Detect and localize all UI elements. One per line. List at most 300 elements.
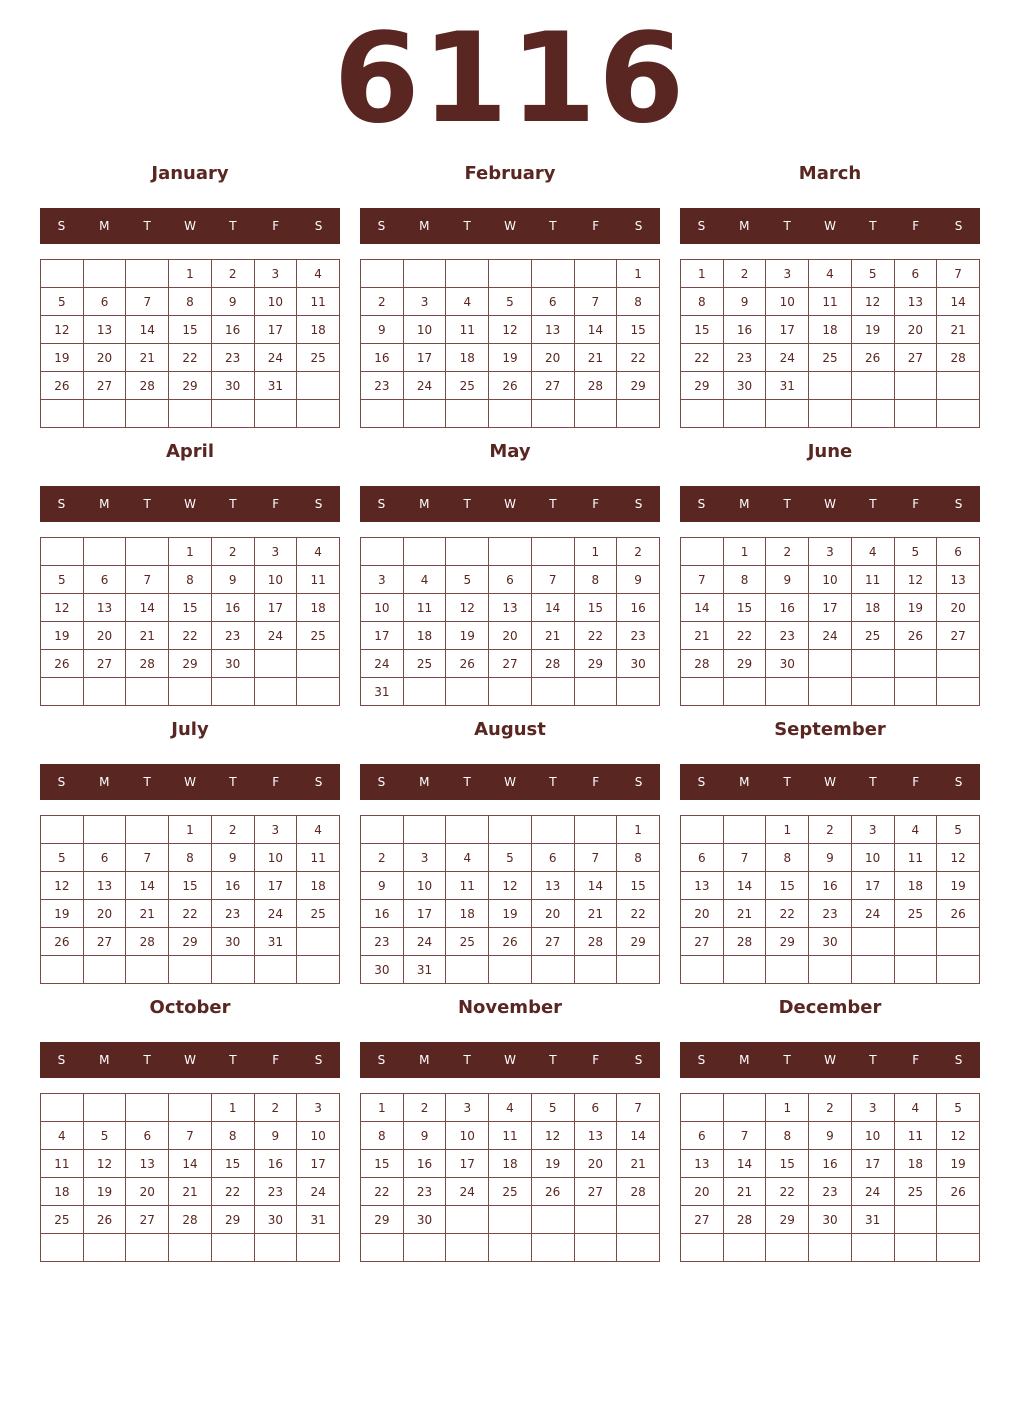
day-cell: 4 xyxy=(446,288,489,316)
day-cell: 13 xyxy=(681,872,724,900)
month-name: April xyxy=(165,441,215,462)
day-cell: 16 xyxy=(211,872,254,900)
day-cell: 6 xyxy=(531,844,574,872)
day-cell: 9 xyxy=(211,288,254,316)
day-cell xyxy=(297,956,340,984)
day-cell: 26 xyxy=(894,622,937,650)
weekday-label: T xyxy=(463,775,471,789)
weekday-label: S xyxy=(954,775,963,789)
day-cell xyxy=(297,1234,340,1262)
day-cell: 5 xyxy=(41,288,84,316)
day-cell: 28 xyxy=(723,928,766,956)
week-row xyxy=(361,872,660,900)
weekday-label: T xyxy=(549,775,557,789)
week-row xyxy=(681,260,980,288)
weekday-label: W xyxy=(504,1053,516,1067)
day-cell: 20 xyxy=(574,1150,617,1178)
day-cell: 31 xyxy=(254,372,297,400)
week-row xyxy=(41,622,340,650)
day-cell: 11 xyxy=(403,594,446,622)
week-row xyxy=(681,316,980,344)
week-row xyxy=(681,1122,980,1150)
day-cell: 23 xyxy=(809,900,852,928)
day-cell: 25 xyxy=(297,900,340,928)
day-cell: 3 xyxy=(403,288,446,316)
day-cell xyxy=(83,260,126,288)
day-cell: 25 xyxy=(403,650,446,678)
day-cell xyxy=(169,1094,212,1122)
day-cell xyxy=(809,372,852,400)
day-cell xyxy=(894,1234,937,1262)
week-row xyxy=(361,678,660,706)
day-cell: 30 xyxy=(723,372,766,400)
day-cell: 28 xyxy=(126,372,169,400)
day-cell: 4 xyxy=(297,260,340,288)
weekday-header xyxy=(360,208,660,244)
day-grid xyxy=(360,259,660,428)
week-row xyxy=(41,900,340,928)
day-cell xyxy=(446,260,489,288)
day-cell xyxy=(851,650,894,678)
day-cell: 12 xyxy=(41,594,84,622)
day-grid xyxy=(680,537,980,706)
day-cell xyxy=(403,400,446,428)
week-row xyxy=(361,288,660,316)
week-row xyxy=(681,1206,980,1234)
day-cell: 29 xyxy=(169,650,212,678)
day-cell: 18 xyxy=(41,1178,84,1206)
day-cell: 1 xyxy=(169,260,212,288)
day-cell: 18 xyxy=(894,1150,937,1178)
day-cell xyxy=(83,816,126,844)
day-cell: 9 xyxy=(211,844,254,872)
day-cell: 14 xyxy=(126,872,169,900)
day-cell: 8 xyxy=(169,288,212,316)
day-cell: 9 xyxy=(361,316,404,344)
day-cell: 25 xyxy=(851,622,894,650)
day-cell: 31 xyxy=(297,1206,340,1234)
day-cell: 4 xyxy=(446,844,489,872)
day-cell: 1 xyxy=(169,816,212,844)
week-row xyxy=(41,260,340,288)
day-cell: 27 xyxy=(83,928,126,956)
day-cell: 2 xyxy=(211,260,254,288)
day-cell: 5 xyxy=(489,288,532,316)
week-row xyxy=(361,594,660,622)
day-cell: 20 xyxy=(681,900,724,928)
day-cell: 28 xyxy=(126,650,169,678)
day-cell: 30 xyxy=(617,650,660,678)
day-cell xyxy=(403,538,446,566)
week-row xyxy=(41,400,340,428)
day-cell: 18 xyxy=(894,872,937,900)
day-cell: 28 xyxy=(574,372,617,400)
day-cell: 24 xyxy=(254,344,297,372)
day-cell: 27 xyxy=(489,650,532,678)
day-cell: 20 xyxy=(83,344,126,372)
day-cell xyxy=(531,678,574,706)
day-cell: 26 xyxy=(83,1206,126,1234)
weekday-label: T xyxy=(463,1053,471,1067)
day-cell xyxy=(169,1234,212,1262)
weekday-label: F xyxy=(272,219,280,233)
day-cell: 21 xyxy=(126,622,169,650)
day-cell: 2 xyxy=(617,538,660,566)
week-row xyxy=(361,1122,660,1150)
day-cell: 7 xyxy=(617,1094,660,1122)
day-cell: 12 xyxy=(489,872,532,900)
week-row xyxy=(681,650,980,678)
day-cell xyxy=(254,650,297,678)
day-cell xyxy=(723,400,766,428)
day-cell xyxy=(169,400,212,428)
day-cell: 20 xyxy=(126,1178,169,1206)
day-cell xyxy=(489,400,532,428)
day-cell: 9 xyxy=(254,1122,297,1150)
day-cell: 1 xyxy=(681,260,724,288)
week-row xyxy=(681,678,980,706)
day-cell: 31 xyxy=(403,956,446,984)
day-cell: 28 xyxy=(617,1178,660,1206)
weekday-label: W xyxy=(824,219,836,233)
weekday-label: S xyxy=(634,1053,643,1067)
day-cell: 27 xyxy=(681,928,724,956)
day-cell xyxy=(681,1094,724,1122)
day-cell: 16 xyxy=(361,900,404,928)
day-cell: 24 xyxy=(403,372,446,400)
week-row xyxy=(41,566,340,594)
day-cell: 15 xyxy=(617,872,660,900)
day-cell xyxy=(617,1234,660,1262)
day-cell: 24 xyxy=(809,622,852,650)
day-cell: 22 xyxy=(766,900,809,928)
day-grid xyxy=(680,815,980,984)
week-row xyxy=(41,956,340,984)
day-cell: 11 xyxy=(41,1150,84,1178)
week-row xyxy=(681,372,980,400)
week-row xyxy=(41,678,340,706)
month-name: February xyxy=(464,163,556,184)
day-cell: 22 xyxy=(723,622,766,650)
week-row xyxy=(681,344,980,372)
day-cell: 5 xyxy=(937,1094,980,1122)
day-cell: 9 xyxy=(211,566,254,594)
day-cell: 8 xyxy=(574,566,617,594)
week-row xyxy=(361,538,660,566)
day-cell: 16 xyxy=(403,1150,446,1178)
day-cell: 26 xyxy=(937,1178,980,1206)
weekday-label: W xyxy=(184,1053,196,1067)
day-cell: 29 xyxy=(617,372,660,400)
day-cell: 17 xyxy=(403,900,446,928)
day-cell: 11 xyxy=(297,288,340,316)
week-row xyxy=(41,316,340,344)
day-cell: 16 xyxy=(254,1150,297,1178)
day-cell xyxy=(574,816,617,844)
weekday-header xyxy=(40,208,340,244)
day-cell: 18 xyxy=(446,900,489,928)
day-cell: 21 xyxy=(937,316,980,344)
day-cell xyxy=(937,650,980,678)
weekday-label: S xyxy=(57,775,66,789)
day-cell xyxy=(126,678,169,706)
day-cell: 29 xyxy=(766,928,809,956)
day-cell: 11 xyxy=(297,566,340,594)
day-cell: 9 xyxy=(617,566,660,594)
day-cell: 10 xyxy=(403,872,446,900)
day-cell: 22 xyxy=(574,622,617,650)
day-cell: 8 xyxy=(211,1122,254,1150)
day-cell xyxy=(809,650,852,678)
weekday-label: F xyxy=(272,497,280,511)
day-cell: 21 xyxy=(126,900,169,928)
day-cell xyxy=(851,372,894,400)
weekday-label: S xyxy=(314,1053,323,1067)
day-cell: 14 xyxy=(574,872,617,900)
day-cell: 24 xyxy=(297,1178,340,1206)
day-cell: 3 xyxy=(851,1094,894,1122)
week-row xyxy=(681,288,980,316)
day-cell: 26 xyxy=(851,344,894,372)
day-cell: 7 xyxy=(723,1122,766,1150)
day-cell: 8 xyxy=(169,844,212,872)
day-grid xyxy=(40,815,340,984)
day-cell: 26 xyxy=(41,372,84,400)
weekday-header xyxy=(360,764,660,800)
day-cell: 2 xyxy=(723,260,766,288)
day-cell: 10 xyxy=(766,288,809,316)
day-cell xyxy=(489,1234,532,1262)
day-cell: 29 xyxy=(361,1206,404,1234)
day-cell: 29 xyxy=(169,372,212,400)
weekday-label: S xyxy=(954,1053,963,1067)
day-cell: 4 xyxy=(297,538,340,566)
day-cell: 29 xyxy=(681,372,724,400)
day-cell: 7 xyxy=(126,566,169,594)
day-cell xyxy=(681,1234,724,1262)
day-cell: 17 xyxy=(851,1150,894,1178)
day-cell xyxy=(894,1206,937,1234)
day-cell: 27 xyxy=(574,1178,617,1206)
day-cell xyxy=(937,956,980,984)
weekday-label: F xyxy=(592,497,600,511)
weekday-label: M xyxy=(99,497,110,511)
week-row xyxy=(681,872,980,900)
day-cell: 24 xyxy=(851,900,894,928)
week-row xyxy=(41,538,340,566)
day-cell: 14 xyxy=(126,316,169,344)
day-cell: 18 xyxy=(446,344,489,372)
week-row xyxy=(361,344,660,372)
weekday-label: S xyxy=(57,219,66,233)
day-cell: 7 xyxy=(126,288,169,316)
weekday-label: M xyxy=(419,497,430,511)
weekday-label: W xyxy=(184,219,196,233)
day-cell xyxy=(83,1094,126,1122)
day-cell: 2 xyxy=(361,844,404,872)
day-cell: 16 xyxy=(809,1150,852,1178)
day-cell: 12 xyxy=(937,1122,980,1150)
day-cell: 22 xyxy=(681,344,724,372)
weekday-label: T xyxy=(229,497,237,511)
weekday-label: S xyxy=(377,775,386,789)
day-cell: 8 xyxy=(361,1122,404,1150)
day-cell: 16 xyxy=(809,872,852,900)
day-cell: 1 xyxy=(169,538,212,566)
weekday-label: S xyxy=(954,497,963,511)
day-cell: 21 xyxy=(126,344,169,372)
day-cell xyxy=(766,956,809,984)
day-cell xyxy=(41,1234,84,1262)
day-cell xyxy=(766,400,809,428)
day-cell xyxy=(361,400,404,428)
day-cell xyxy=(297,650,340,678)
day-cell: 24 xyxy=(254,622,297,650)
day-cell: 16 xyxy=(723,316,766,344)
day-cell: 13 xyxy=(894,288,937,316)
day-cell: 25 xyxy=(446,928,489,956)
month-name: June xyxy=(807,441,853,462)
day-cell: 15 xyxy=(361,1150,404,1178)
day-cell: 31 xyxy=(851,1206,894,1234)
day-cell: 11 xyxy=(894,1122,937,1150)
day-cell: 4 xyxy=(297,816,340,844)
day-cell: 15 xyxy=(617,316,660,344)
week-row xyxy=(361,816,660,844)
day-cell xyxy=(681,400,724,428)
day-cell xyxy=(41,956,84,984)
day-cell xyxy=(41,538,84,566)
week-row xyxy=(361,316,660,344)
day-cell: 12 xyxy=(531,1122,574,1150)
day-cell: 30 xyxy=(211,928,254,956)
day-cell: 23 xyxy=(211,344,254,372)
day-cell: 7 xyxy=(681,566,724,594)
weekday-label: T xyxy=(143,219,151,233)
day-cell: 29 xyxy=(211,1206,254,1234)
weekday-label: T xyxy=(869,775,877,789)
day-cell: 24 xyxy=(446,1178,489,1206)
weekday-label: T xyxy=(549,1053,557,1067)
day-cell xyxy=(211,678,254,706)
day-cell xyxy=(83,678,126,706)
day-cell xyxy=(489,1206,532,1234)
week-row xyxy=(41,1178,340,1206)
month-name: July xyxy=(171,719,209,740)
day-cell xyxy=(574,260,617,288)
weekday-header xyxy=(40,486,340,522)
day-cell: 18 xyxy=(489,1150,532,1178)
day-cell: 12 xyxy=(41,872,84,900)
day-cell: 14 xyxy=(531,594,574,622)
weekday-header xyxy=(40,764,340,800)
day-cell: 27 xyxy=(894,344,937,372)
day-cell: 1 xyxy=(617,816,660,844)
day-cell: 27 xyxy=(83,372,126,400)
day-cell: 19 xyxy=(851,316,894,344)
day-cell xyxy=(681,678,724,706)
day-cell: 9 xyxy=(723,288,766,316)
day-cell xyxy=(254,678,297,706)
week-row xyxy=(681,622,980,650)
day-cell: 26 xyxy=(41,928,84,956)
weekday-label: T xyxy=(229,775,237,789)
day-cell xyxy=(297,400,340,428)
day-cell: 14 xyxy=(681,594,724,622)
day-cell: 16 xyxy=(211,594,254,622)
day-cell: 8 xyxy=(169,566,212,594)
day-cell: 2 xyxy=(809,816,852,844)
day-cell: 30 xyxy=(403,1206,446,1234)
day-grid xyxy=(680,1093,980,1262)
day-cell: 7 xyxy=(574,288,617,316)
month-name: October xyxy=(149,997,231,1018)
day-cell xyxy=(446,956,489,984)
day-cell: 5 xyxy=(83,1122,126,1150)
day-cell: 4 xyxy=(894,816,937,844)
weekday-label: W xyxy=(824,1053,836,1067)
week-row xyxy=(361,400,660,428)
day-cell: 6 xyxy=(681,844,724,872)
day-cell xyxy=(894,372,937,400)
day-cell: 22 xyxy=(211,1178,254,1206)
week-row xyxy=(41,288,340,316)
day-cell: 31 xyxy=(254,928,297,956)
day-cell: 11 xyxy=(489,1122,532,1150)
day-cell: 20 xyxy=(937,594,980,622)
day-cell: 23 xyxy=(211,622,254,650)
week-row xyxy=(681,1234,980,1262)
day-cell: 10 xyxy=(254,566,297,594)
week-row xyxy=(681,594,980,622)
day-cell xyxy=(723,678,766,706)
day-cell: 17 xyxy=(254,872,297,900)
day-cell: 13 xyxy=(83,872,126,900)
day-cell: 14 xyxy=(723,872,766,900)
week-row xyxy=(41,594,340,622)
day-cell: 17 xyxy=(446,1150,489,1178)
day-cell: 25 xyxy=(446,372,489,400)
weekday-label: F xyxy=(912,1053,920,1067)
day-cell: 14 xyxy=(723,1150,766,1178)
day-cell: 18 xyxy=(297,316,340,344)
day-cell: 2 xyxy=(211,538,254,566)
day-cell xyxy=(809,1234,852,1262)
day-cell: 1 xyxy=(617,260,660,288)
weekday-header xyxy=(680,1042,980,1078)
day-cell xyxy=(211,956,254,984)
day-cell: 3 xyxy=(809,538,852,566)
day-cell: 15 xyxy=(574,594,617,622)
day-cell: 12 xyxy=(83,1150,126,1178)
day-cell: 6 xyxy=(531,288,574,316)
day-cell: 7 xyxy=(937,260,980,288)
day-cell xyxy=(531,956,574,984)
day-cell: 19 xyxy=(894,594,937,622)
weekday-label: S xyxy=(634,497,643,511)
weekday-header xyxy=(680,208,980,244)
day-cell: 26 xyxy=(531,1178,574,1206)
day-grid xyxy=(360,1093,660,1262)
weekday-header xyxy=(360,1042,660,1078)
day-cell: 9 xyxy=(809,844,852,872)
day-cell xyxy=(723,1234,766,1262)
weekday-label: F xyxy=(592,219,600,233)
day-cell xyxy=(446,1206,489,1234)
week-row xyxy=(361,260,660,288)
day-cell: 14 xyxy=(126,594,169,622)
day-cell: 5 xyxy=(41,844,84,872)
